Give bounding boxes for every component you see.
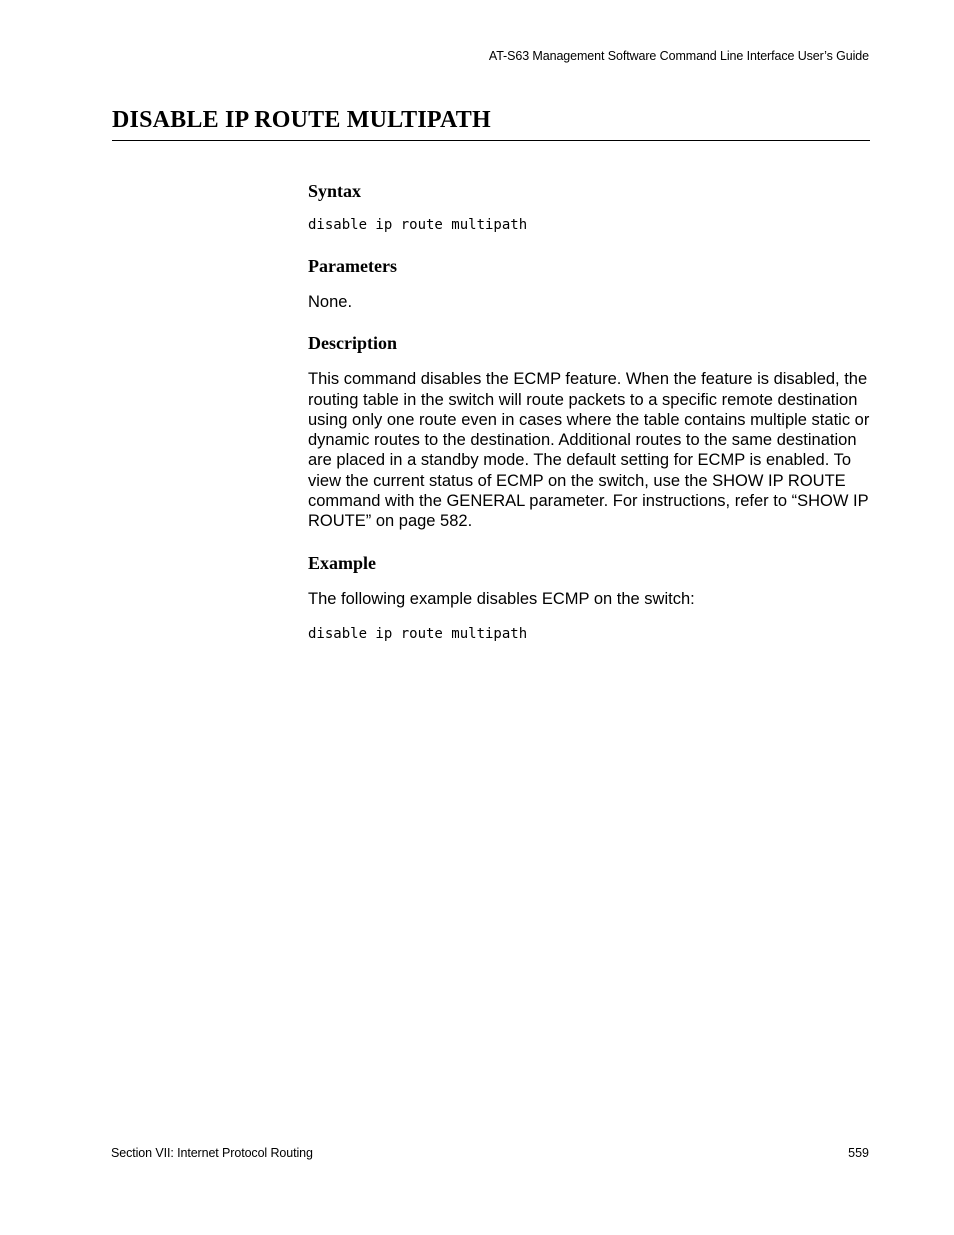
example-code: disable ip route multipath	[308, 625, 528, 642]
parameters-text: None.	[308, 293, 353, 311]
main-content	[308, 180, 870, 643]
footer-page-number: 559	[848, 1146, 869, 1160]
syntax-heading: Syntax	[308, 181, 362, 201]
page-title: DISABLE IP ROUTE MULTIPATH	[112, 107, 491, 133]
syntax-code: disable ip route multipath	[308, 217, 528, 233]
description-text: This command disables the ECMP feature. When the feature is disabled, the routing table in the switch will route packets to a specific remote destination using only one route even in cases where the table contains multiple static or dynamic routes to the destination. Additional routes to the same destination are placed in a standby mode. The default setting for ECMP is enabled. To view the current status of ECMP on the switch, use the SHOW IP ROUTE command with the GENERAL parameter. For instructions, refer to “SHOW IP ROUTE” on page 582.	[308, 370, 870, 531]
description-heading: Description	[308, 333, 397, 354]
footer-section: Section VII: Internet Protocol Routing	[111, 1146, 313, 1160]
example-text: The following example disables ECMP on the switch:	[308, 589, 695, 608]
running-header: AT-S63 Management Software Command Line Interface User’s Guide	[488, 49, 869, 63]
parameters-heading: Parameters	[308, 256, 397, 276]
example-heading: Example	[308, 552, 377, 573]
title-divider	[112, 140, 870, 141]
